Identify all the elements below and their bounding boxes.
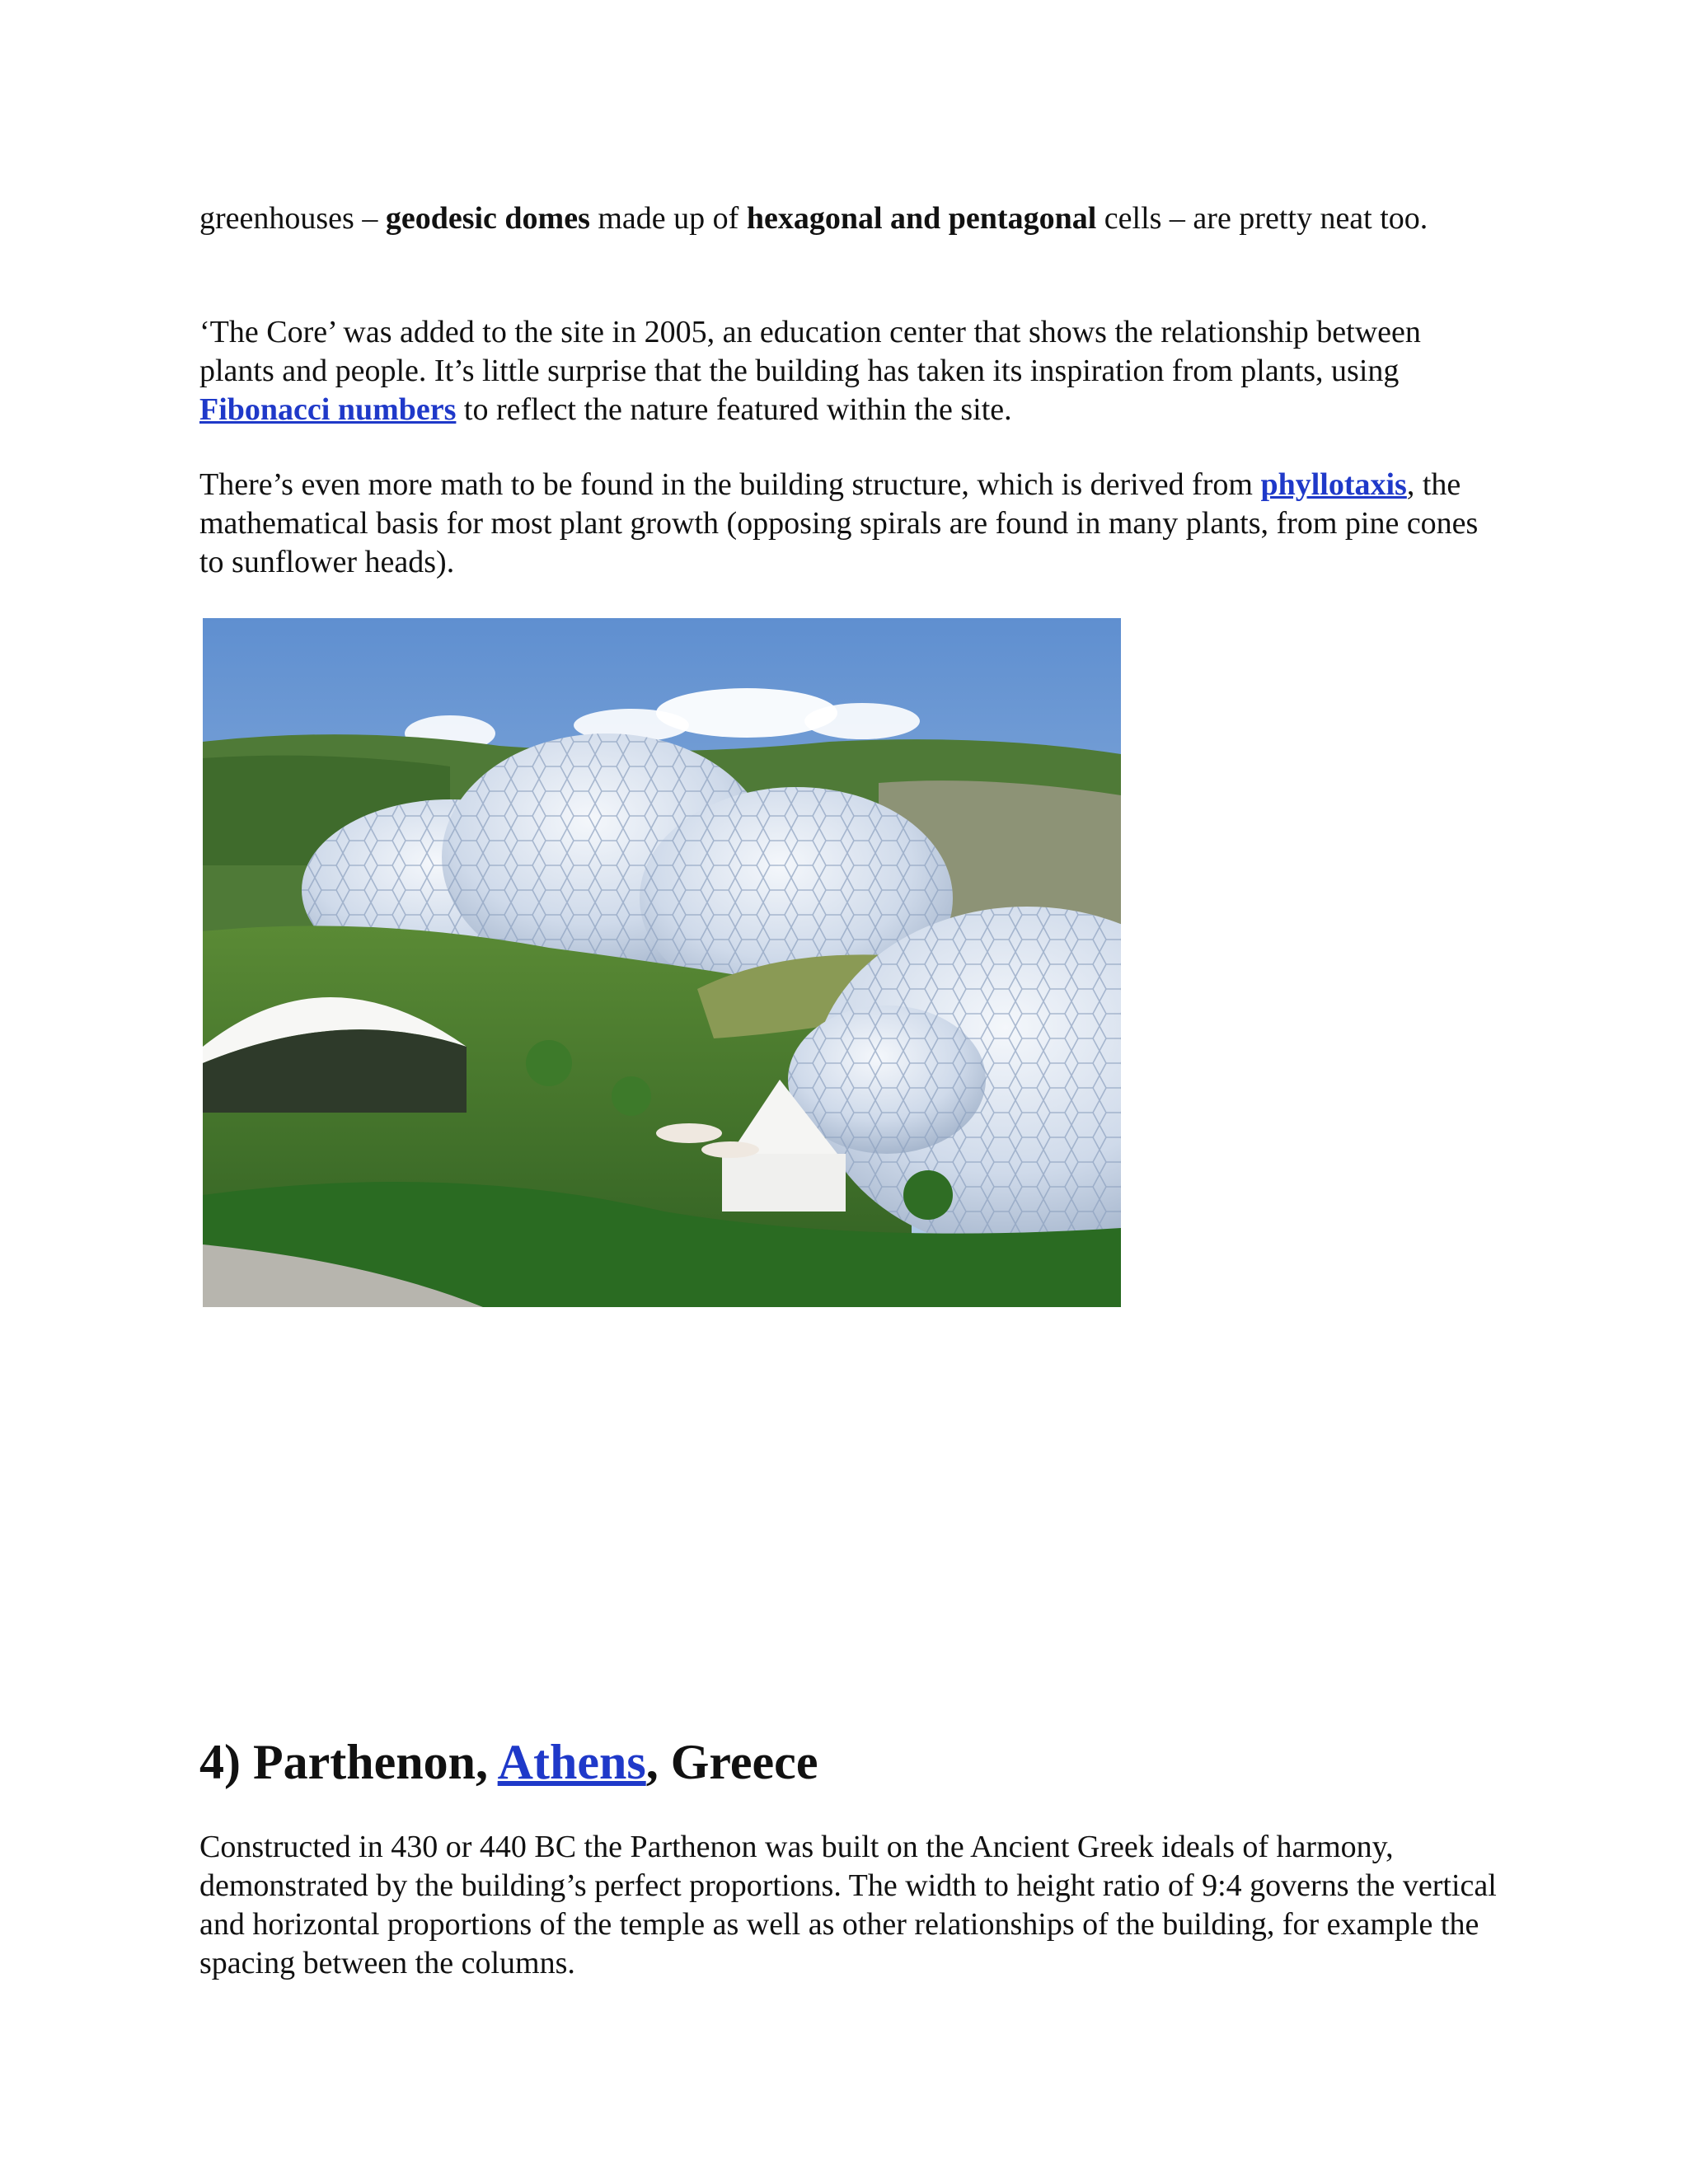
paragraph-greenhouses <box>199 199 1485 238</box>
text-run: greenhouses – <box>199 201 386 236</box>
heading-text: 4) Parthenon, <box>199 1735 498 1789</box>
heading-text: , Greece <box>645 1735 818 1789</box>
eden-project-domes-photo <box>203 618 1121 1307</box>
text-run: There’s even more math to be found in the building structure, which is derived from <box>199 467 1261 502</box>
section-heading-parthenon <box>199 1729 818 1795</box>
paragraph-the-core <box>199 313 1485 429</box>
text-run: to reflect the nature featured within the site. <box>456 392 1012 427</box>
paragraph-phyllotaxis <box>199 466 1485 582</box>
bold-hexagonal-pentagonal: hexagonal and pentagonal <box>746 201 1097 236</box>
fibonacci-numbers-link[interactable]: Fibonacci numbers <box>199 392 457 427</box>
text-run: , the mathematical basis for most plant growth (opposing spirals are found in many plants, from pine cones to sunflower heads). <box>199 467 1479 579</box>
text-run: ‘The Core’ was added to the site in 2005, an education center that shows the relationship between plants and people. It’s little surprise that the building has taken its inspiration from plants, using <box>199 315 1421 388</box>
bold-geodesic-domes: geodesic domes <box>385 201 590 236</box>
text-run: cells – are pretty neat too. <box>1096 201 1428 236</box>
phyllotaxis-link[interactable]: phyllotaxis <box>1260 467 1407 502</box>
athens-link[interactable]: Athens <box>497 1735 646 1789</box>
text-run: made up of <box>589 201 747 236</box>
paragraph-parthenon: Constructed in 430 or 440 BC the Parthenon was built on the Ancient Greek ideals of harmony, demonstrated by the building’s perfect proportions. The width to height ratio of 9:4 governs the vertical and horizontal proportions of the temple as well as other relationships of the building, for example the spacing between the columns. <box>199 1830 1497 1980</box>
